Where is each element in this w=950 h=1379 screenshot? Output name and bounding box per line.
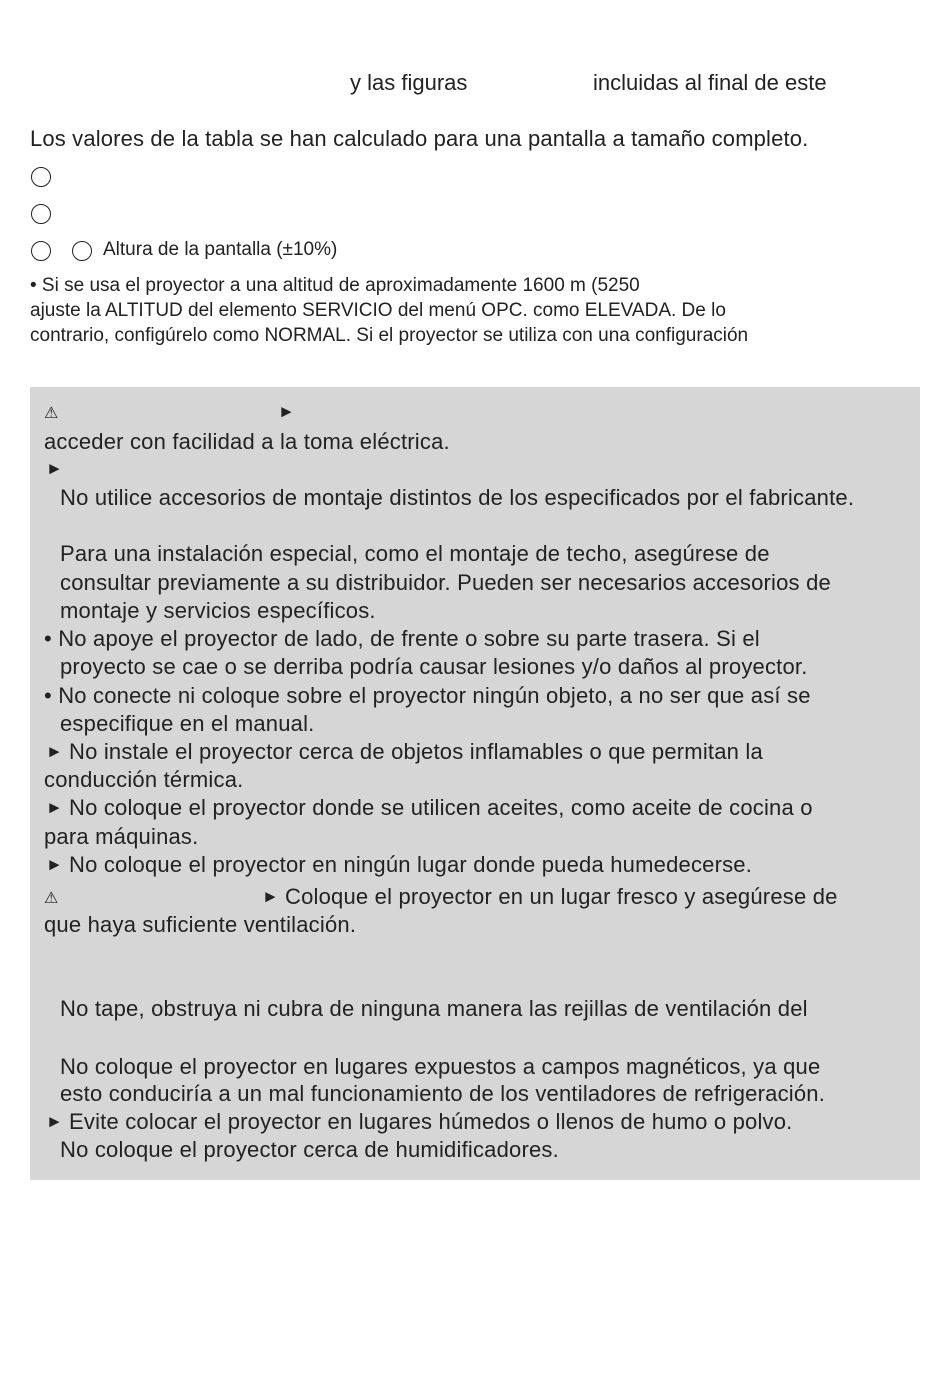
flammable-line: conducción térmica. — [44, 767, 244, 792]
special-install-line: consultar previamente a su distribuidor. Pueden ser necesarios accesorios de — [60, 570, 831, 595]
included-text: incluidas al final de este — [593, 70, 827, 95]
safety-box — [30, 387, 920, 1180]
circle-icon — [31, 167, 51, 187]
table-note: Los valores de la tabla se han calculado para una pantalla a tamaño completo. — [30, 126, 809, 151]
figures-text: y las figuras — [350, 70, 468, 95]
smoke-text: Evite colocar el proyector en lugares húmedos o llenos de humo o polvo. — [69, 1109, 793, 1134]
special-install-line: Para una instalación especial, como el montaje de techo, asegúrese de — [60, 541, 770, 566]
vents-text: No tape, obstruya ni cubra de ninguna manera las rejillas de ventilación del — [60, 996, 808, 1021]
ventilation-line: Coloque el proyector en un lugar fresco y asegúrese de — [285, 884, 838, 909]
mounting-accessories-text: No utilice accesorios de montaje distintos de los especificados por el fabricante. — [60, 485, 855, 510]
altitude-note-line: • Si se usa el proyector a una altitud de aproximadamente 1600 m (5250 — [30, 275, 640, 296]
no-objects-line: especifique en el manual. — [60, 711, 315, 736]
no-side-line: proyecto se cae o se derriba podría causar lesiones y/o daños al proyector. — [60, 654, 808, 679]
warning-icon: ⚠ — [44, 890, 59, 907]
arrow-icon: ► — [278, 402, 296, 421]
oils-line: No coloque el proyector donde se utilicen aceites, como aceite de cocina o — [69, 795, 813, 820]
circle-icon — [72, 241, 92, 261]
special-install-line: montaje y servicios específicos. — [60, 598, 376, 623]
power-access-text: acceder con facilidad a la toma eléctrica. — [44, 429, 450, 454]
arrow-icon: ► — [46, 742, 64, 761]
magnetic-line: esto conduciría a un mal funcionamiento de los ventiladores de refrigeración. — [60, 1081, 826, 1106]
arrow-icon: ► — [46, 1112, 64, 1131]
screen-height-label: Altura de la pantalla (±10%) — [103, 239, 338, 260]
altitude-note-line: contrario, configúrelo como NORMAL. Si el proyector se utiliza con una configuración — [30, 325, 749, 346]
humidity-text: No coloque el proyector en ningún lugar donde pueda humedecerse. — [69, 852, 753, 877]
arrow-icon: ► — [46, 798, 64, 817]
arrow-icon: ► — [46, 855, 64, 874]
no-objects-line: • No conecte ni coloque sobre el proyector ningún objeto, a no ser que así se — [44, 683, 811, 708]
no-side-line: • No apoye el proyector de lado, de frente o sobre su parte trasera. Si el — [44, 626, 760, 651]
magnetic-line: No coloque el proyector en lugares expuestos a campos magnéticos, ya que — [60, 1054, 821, 1079]
circle-icon — [31, 204, 51, 224]
altitude-note-line: ajuste la ALTITUD del elemento SERVICIO del menú OPC. como ELEVADA. De lo — [30, 300, 726, 321]
humidifiers-text: No coloque el proyector cerca de humidificadores. — [60, 1137, 559, 1162]
ventilation-line: que haya suficiente ventilación. — [44, 912, 357, 937]
arrow-icon: ► — [46, 459, 64, 478]
flammable-line: No instale el proyector cerca de objetos inflamables o que permitan la — [69, 739, 763, 764]
arrow-icon: ► — [262, 887, 280, 906]
circle-icon — [31, 241, 51, 261]
oils-line: para máquinas. — [44, 824, 199, 849]
warning-icon: ⚠ — [44, 405, 59, 422]
